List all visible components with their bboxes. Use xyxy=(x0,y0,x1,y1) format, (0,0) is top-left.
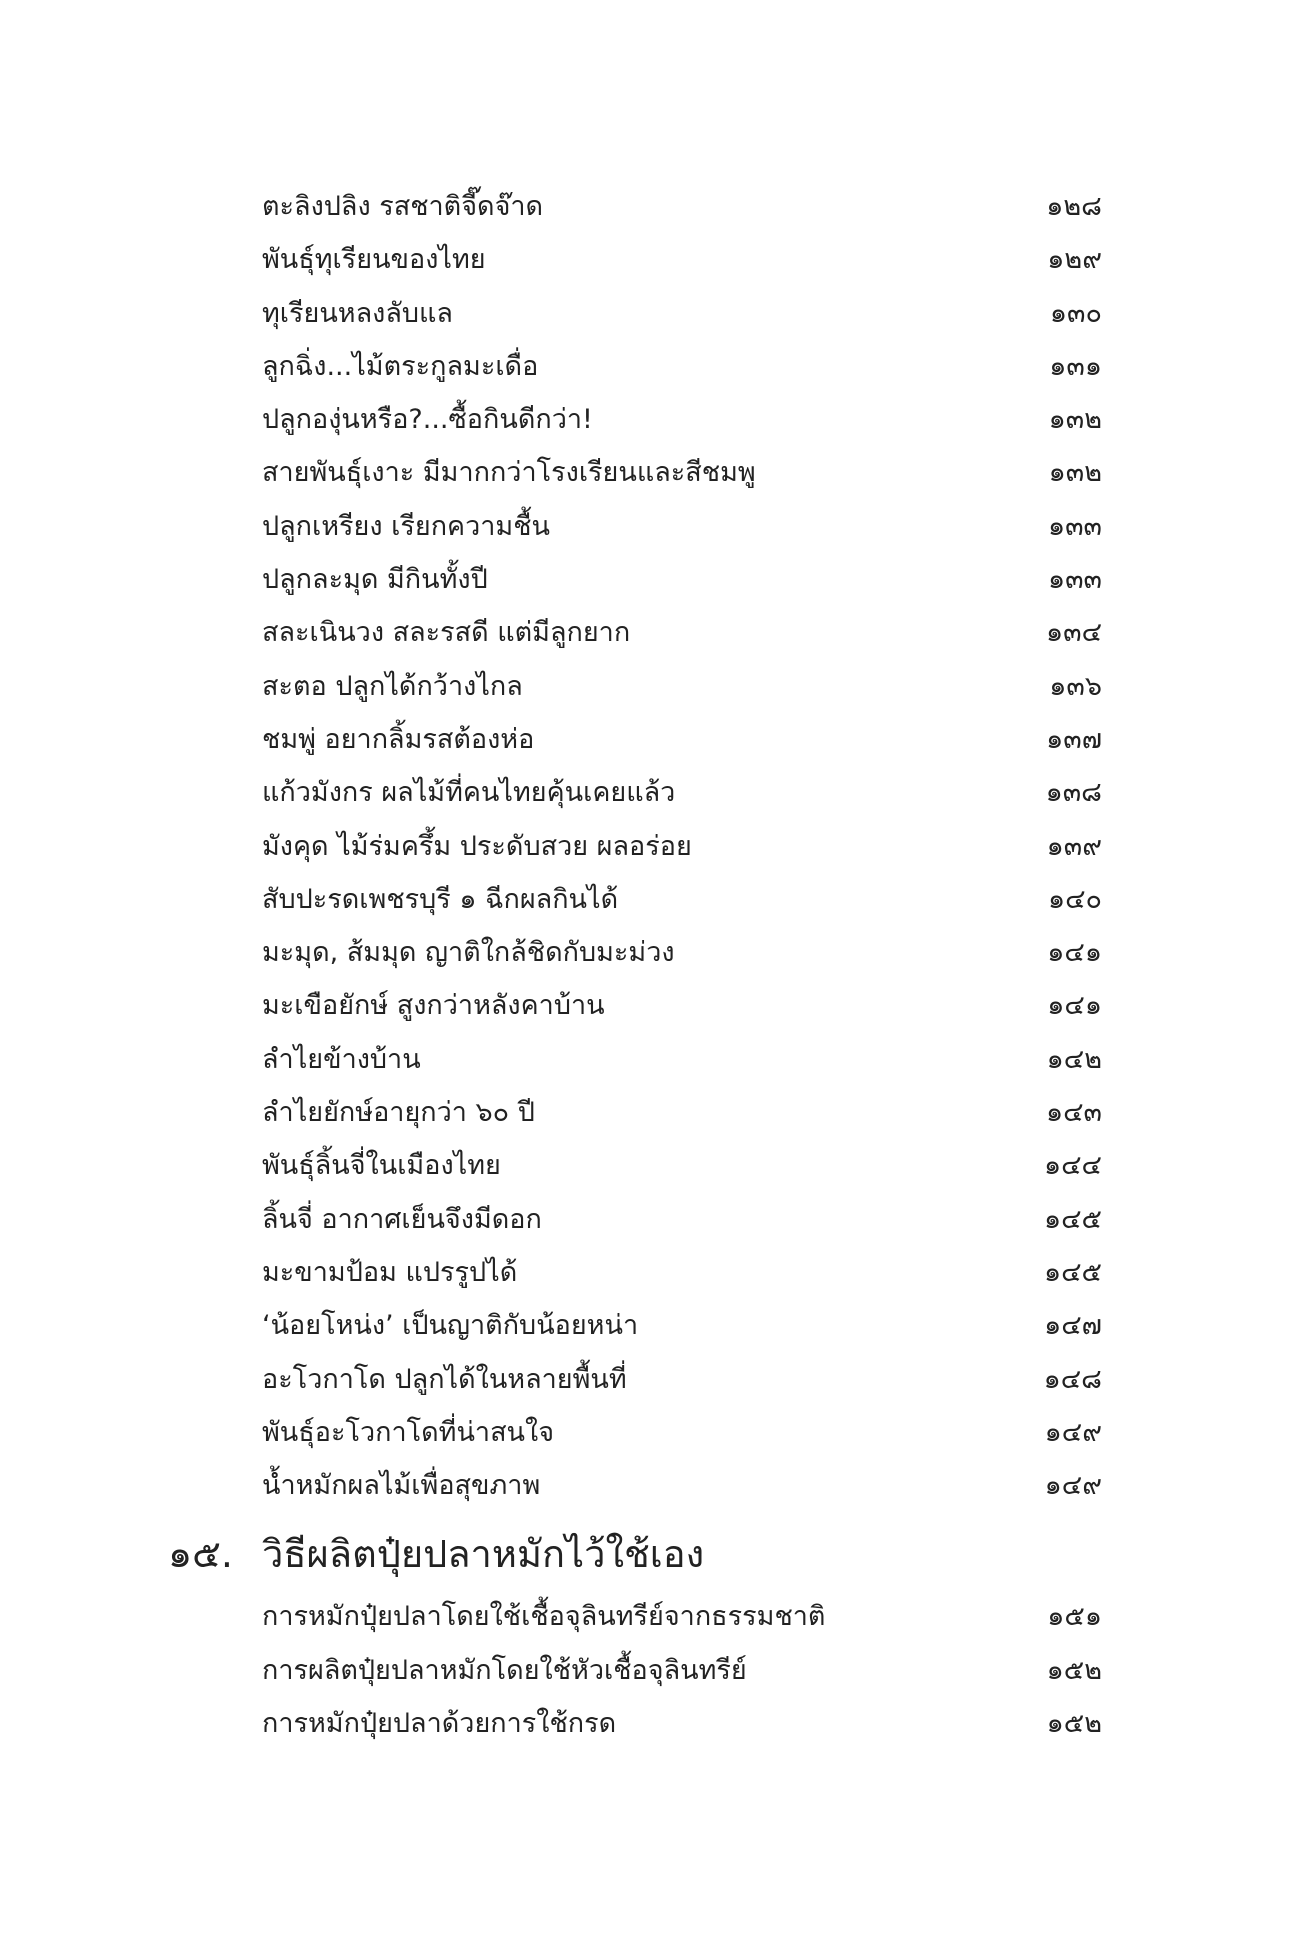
toc-entry-page-number: ๑๓๖ xyxy=(1049,670,1102,702)
toc-entry-page-number: ๑๒๙ xyxy=(1047,244,1102,276)
chapter-title: วิธีผลิตปุ๋ยปลาหมักไว้ใช้เอง xyxy=(262,1532,705,1577)
toc-entry xyxy=(262,500,1102,553)
toc-entry xyxy=(262,287,1102,340)
toc-entry-title: ปลูกเหรียง เรียกความชื้น xyxy=(262,510,551,542)
toc-entry-page-number: ๑๓๓ xyxy=(1047,564,1102,596)
toc-entry-page-number: ๑๓๙ xyxy=(1046,830,1102,862)
chapter-entries xyxy=(262,1590,1102,1750)
toc-entry-title: สะตอ ปลูกได้กว้างไกล xyxy=(262,670,523,702)
toc-entry-title: สายพันธุ์เงาะ มีมากกว่าโรงเรียนและสีชมพู xyxy=(262,457,756,489)
toc-entry-title: ลูกฉิ่ง...ไม้ตระกูลมะเดื่อ xyxy=(262,350,539,382)
toc-entry-title: อะโวกาโด ปลูกได้ในหลายพื้นที่ xyxy=(262,1363,627,1395)
toc-entry-title: พันธุ์อะโวกาโดที่น่าสนใจ xyxy=(262,1416,555,1448)
toc-entry-page-number: ๑๔๕ xyxy=(1043,1256,1102,1288)
toc-entry-page-number: ๑๓๐ xyxy=(1049,297,1102,329)
toc-entry-title: น้ำหมักผลไม้เพื่อสุขภาพ xyxy=(262,1470,541,1502)
toc-entry-page-number: ๑๕๑ xyxy=(1047,1601,1102,1633)
toc-entry xyxy=(262,1644,1102,1697)
toc-entry-title: สับปะรดเพชรบุรี ๑ ฉีกผลกินได้ xyxy=(262,883,619,915)
toc-entries xyxy=(262,180,1102,1512)
toc-entry xyxy=(262,1459,1102,1512)
toc-entry-page-number: ๑๓๓ xyxy=(1047,510,1102,542)
toc-entry-title: การผลิตปุ๋ยปลาหมักโดยใช้หัวเชื้อจุลินทรีย์ xyxy=(262,1654,747,1686)
chapter-number: ๑๕. xyxy=(168,1532,233,1577)
toc-entry xyxy=(262,1697,1102,1750)
chapter-heading xyxy=(168,1518,1102,1590)
toc-entry-page-number: ๑๔๓ xyxy=(1045,1097,1102,1129)
toc-entry xyxy=(262,1139,1102,1192)
toc-entry-page-number: ๑๔๑ xyxy=(1047,937,1102,969)
toc-entry-page-number: ๑๔๘ xyxy=(1043,1363,1102,1395)
toc-entry xyxy=(262,340,1102,393)
toc-entry-page-number: ๑๔๑ xyxy=(1047,990,1102,1022)
toc-entry-title: พันธุ์ลิ้นจี่ในเมืองไทย xyxy=(262,1150,501,1182)
toc-entry-page-number: ๑๔๗ xyxy=(1044,1310,1102,1342)
toc-entry xyxy=(262,713,1102,766)
toc-entry-title: มะมุด, ส้มมุด ญาติใกล้ชิดกับมะม่วง xyxy=(262,937,675,969)
toc-entry xyxy=(262,393,1102,446)
toc-entry-page-number: ๑๕๒ xyxy=(1046,1708,1102,1740)
toc-entry-title: มะขามป้อม แปรรูปได้ xyxy=(262,1256,518,1288)
toc-entry xyxy=(262,1246,1102,1299)
toc-entry-title: ทุเรียนหลงลับแล xyxy=(262,297,453,329)
toc-entry-page-number: ๑๓๑ xyxy=(1049,350,1102,382)
toc-entry xyxy=(262,1299,1102,1352)
toc-entry-title: ลำไยยักษ์อายุกว่า ๖๐ ปี xyxy=(262,1097,535,1129)
toc-entry xyxy=(262,1406,1102,1459)
toc-entry-title: มังคุด ไม้ร่มครึ้ม ประดับสวย ผลอร่อย xyxy=(262,830,692,862)
toc-entry-title: พันธุ์ทุเรียนของไทย xyxy=(262,244,486,276)
toc-entry-page-number: ๑๔๐ xyxy=(1047,883,1102,915)
toc-entry-page-number: ๑๓๘ xyxy=(1045,777,1102,809)
toc-entry xyxy=(262,1590,1102,1643)
toc-entry-title: มะเขือยักษ์ สูงกว่าหลังคาบ้าน xyxy=(262,990,605,1022)
toc-entry xyxy=(262,766,1102,819)
toc-entry-title: การหมักปุ๋ยปลาโดยใช้เชื้อจุลินทรีย์จากธรรมชาติ xyxy=(262,1601,826,1633)
toc-entry-title: การหมักปุ๋ยปลาด้วยการใช้กรด xyxy=(262,1708,617,1740)
toc-entry xyxy=(262,873,1102,926)
toc-entry-title: ชมพู่ อยากลิ้มรสต้องห่อ xyxy=(262,723,535,755)
toc-entry-title: ตะลิงปลิง รสชาติจี๊ดจ๊าด xyxy=(262,191,544,222)
toc-entry xyxy=(262,820,1102,873)
toc-entry-page-number: ๑๓๒ xyxy=(1048,404,1102,436)
toc-entry-title: แก้วมังกร ผลไม้ที่คนไทยคุ้นเคยแล้ว xyxy=(262,777,676,809)
toc-entry-title: สละเนินวง สละรสดี แต่มีลูกยาก xyxy=(262,617,631,649)
toc-entry-title: ลำไยข้างบ้าน xyxy=(262,1043,421,1075)
toc-entry xyxy=(262,1193,1102,1246)
toc-entry-page-number: ๑๓๗ xyxy=(1046,723,1102,755)
toc-entry xyxy=(262,1086,1102,1139)
toc-entry xyxy=(262,446,1102,499)
toc-entry xyxy=(262,233,1102,286)
toc-entry-page-number: ๑๕๒ xyxy=(1046,1654,1102,1686)
toc-entry-page-number: ๑๓๔ xyxy=(1045,617,1102,649)
toc-entry-page-number: ๑๔๙ xyxy=(1044,1470,1102,1502)
toc-entry xyxy=(262,1353,1102,1406)
toc-entry xyxy=(262,606,1102,659)
toc-entry-page-number: ๑๔๒ xyxy=(1046,1043,1102,1075)
toc-entry-page-number: ๑๔๔ xyxy=(1043,1150,1102,1182)
toc-entry-page-number: ๑๔๕ xyxy=(1043,1203,1102,1235)
toc-entry-page-number: ๑๔๙ xyxy=(1044,1416,1102,1448)
toc-entry-title: ‘น้อยโหน่ง’ เป็นญาติกับน้อยหน่า xyxy=(262,1310,639,1342)
toc-entry-page-number: ๑๓๒ xyxy=(1048,457,1102,489)
toc-entry-page-number: ๑๒๘ xyxy=(1046,191,1102,222)
toc-entry xyxy=(262,553,1102,606)
toc-entry xyxy=(262,1033,1102,1086)
toc-entry xyxy=(262,979,1102,1032)
toc-entry xyxy=(262,180,1102,233)
toc-entry xyxy=(262,926,1102,979)
table-of-contents xyxy=(168,180,1102,1750)
toc-entry-title: ปลูกองุ่นหรือ?...ซื้อกินดีกว่า! xyxy=(262,404,593,436)
toc-entry-title: ลิ้นจี่ อากาศเย็นจึงมีดอก xyxy=(262,1203,542,1235)
toc-entry xyxy=(262,660,1102,713)
toc-entry-title: ปลูกละมุด มีกินทั้งปี xyxy=(262,564,488,596)
